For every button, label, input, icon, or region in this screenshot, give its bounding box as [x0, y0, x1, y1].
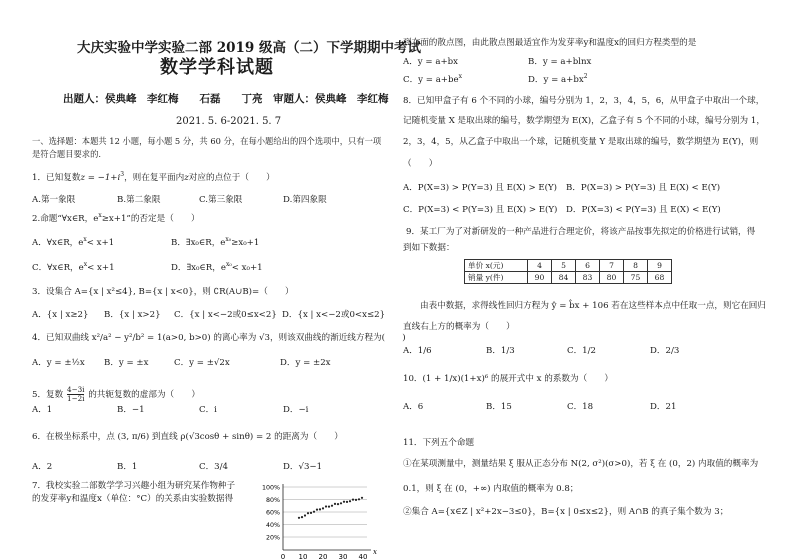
question-8-line1: 8．已知甲盒子有 6 个不同的小球，编号分别为 1，2，3，4，5，6，从甲盒子中取出一个球， — [403, 96, 765, 106]
q7-x-tick-label: 20 — [318, 553, 328, 560]
table-cell: 84 — [552, 272, 576, 284]
q7-x-tick-label: 0 — [280, 553, 286, 560]
q6-option-d: D．√3−1 — [283, 462, 323, 472]
table-cell: 83 — [576, 272, 600, 284]
section-heading: 一、选择题：本题共 12 小题，每小题 5 分，共 60 分，在每小题给出的四个选项中，只有一项 — [32, 136, 382, 146]
question-9-line1: 9．某工厂为了对新研发的一种产品进行合理定价，将该产品按事先拟定的价格进行试销，得 — [406, 227, 756, 237]
q9-option-c: C．1/2 — [567, 346, 596, 356]
question-2-stem — [32, 214, 200, 225]
table-cell: 80 — [600, 272, 624, 284]
q7-data-point — [319, 508, 321, 510]
question-11-stem: 11．下列五个命题 — [403, 438, 475, 448]
q7-data-point — [358, 498, 360, 500]
q4-option-a: A．y = ±½x — [32, 358, 85, 368]
table-cell: 7 — [600, 260, 624, 272]
table-cell: 68 — [648, 272, 672, 284]
q11-proposition-1b: 0.1，则 ξ 在 (0，+∞) 内取值的概率为 0.8； — [403, 484, 579, 494]
question-4-stem: 4．已知双曲线 x²/a² − y²/b² = 1(a>0, b>0) 的离心率为 √3，则该双曲线的渐近线方程为( ) — [32, 333, 406, 343]
q7-data-point — [325, 505, 327, 507]
q7-scatter-plot — [253, 480, 381, 560]
q7-data-point — [328, 506, 330, 508]
q7-option-a: A．y = a+bx — [403, 57, 458, 67]
q7-data-point — [307, 512, 309, 514]
q1-text-b: ，则在复平面内 — [124, 173, 185, 183]
q7-data-point — [298, 517, 300, 519]
q7-x-tick-label: 40 — [358, 553, 368, 560]
q7-x-tick-labels — [281, 553, 368, 560]
q5-option-c: C．i — [199, 405, 217, 415]
subject-title: 数学学科试题 — [160, 57, 274, 78]
q5-frac-den: 1−2i — [66, 394, 85, 403]
question-3-stem: 3．设集合 A={x | x²≤4}, B={x | x<0}，则 ∁R(A∪B)=（ ） — [32, 287, 294, 297]
q5-option-d: D．−i — [283, 405, 309, 415]
q1-option-b: B.第二象限 — [117, 195, 161, 205]
q8-option-a: A．P(X=3) > P(Y=3) 且 E(X) > E(Y) — [403, 183, 558, 193]
q9-data-table — [464, 259, 672, 284]
question-8-line4: （ ） — [403, 159, 438, 169]
q9-option-b: B．1/3 — [486, 346, 515, 356]
q2-sup: x — [98, 212, 102, 220]
authors-line: 出题人：侯典峰 李红梅 石磊 丁亮 审题人：侯典峰 李红梅 — [63, 93, 389, 105]
q4-option-d: D．y = ±2x — [280, 358, 331, 368]
question-9-line2: 到如下数据： — [403, 243, 455, 253]
table-cell: 75 — [624, 272, 648, 284]
q7-data-point — [352, 499, 354, 501]
table-cell: 5 — [552, 260, 576, 272]
exam-date: 2021. 5. 6-2021. 5. 7 — [176, 116, 282, 127]
q7-y-tick-label: 100% — [261, 484, 280, 492]
q7-option-c: C．$y = a+be^x$ — [403, 73, 462, 85]
q7-x-tick-label: 10 — [298, 553, 308, 560]
q7-data-point — [304, 514, 306, 516]
section-heading-cont: 是符合题目要求的. — [32, 149, 102, 159]
q10-option-d: D．21 — [650, 402, 677, 412]
q8-option-d: D．P(X=3) < P(Y=3) 且 E(X) < E(Y) — [566, 205, 721, 215]
q2-tail: ≥x+1”的否定是（ ） — [101, 214, 200, 224]
q3-option-b: B．{x | x>2} — [104, 310, 161, 320]
q5-text-a: 5．复数 — [32, 390, 64, 400]
q2-option-a: A．∀x∈R，$e^x< x+1$ — [32, 236, 115, 248]
q10-option-b: B．15 — [486, 402, 512, 412]
q7-data-points — [298, 497, 363, 519]
q1-text-a: 1．已知复数 — [32, 173, 81, 183]
q5-option-b: B．−1 — [117, 405, 145, 415]
question-9-line4: 直线右上方的概率为（ ） — [403, 322, 515, 332]
q7-x-label: x — [373, 548, 377, 556]
q7-y-tick-label: 20% — [266, 534, 280, 542]
q5-fraction — [67, 386, 84, 403]
q7-y-tick-label: 40% — [266, 522, 280, 529]
q7-data-point — [355, 499, 357, 501]
exam-title: 大庆实验中学实验二部 2019 级高（二）下学期期中考试 — [77, 40, 421, 56]
q2-option-d: D．∃x₀∈R，$e^{x_0}< x_0+1$ — [171, 261, 263, 273]
q1-var: z — [184, 173, 189, 183]
q7-option-b: B．y = a+blnx — [528, 57, 592, 67]
q7-data-point — [331, 505, 333, 507]
q5-text-b: 的共轭复数的虚部为（ ） — [88, 390, 200, 400]
question-7-line1: 7．我校实验二部数学学习兴趣小组为研究某作物种子 — [32, 481, 236, 491]
q5-frac-num: 4−3i — [66, 385, 85, 394]
q4-option-c: C．y = ±√2x — [174, 358, 230, 368]
q7-y-tick-label: 80% — [266, 497, 280, 504]
q2-option-c: C．∀x∈R，$e^x< x+1$ — [32, 261, 115, 273]
q3-option-a: A．{x | x≥2} — [32, 310, 89, 320]
question-1-stem — [32, 173, 275, 184]
q1-sup: 3 — [120, 171, 125, 179]
q11-proposition-1a: ①在某项测量中，测量结果 ξ 服从正态分布 N(2, σ²)(σ>0)，若 ξ 在 (0，2) 内取值的概率为 — [403, 459, 759, 469]
question-7-line2: 的发芽率y和温度x（单位：°C）的关系由实验数据得 — [32, 494, 234, 504]
q7-data-point — [337, 503, 339, 505]
q7-continuation: 到右面的散点图，由此散点图最适宜作为发芽率y和温度x的回归方程类型的是 — [403, 38, 697, 48]
q9-option-a: A．1/6 — [403, 346, 432, 356]
q1-option-d: D.第四象限 — [283, 195, 327, 205]
q8-option-b: B．P(X=3) > P(Y=3) 且 E(X) < E(Y) — [566, 183, 721, 193]
q7-data-point — [313, 511, 315, 513]
q1-option-c: C.第三象限 — [199, 195, 243, 205]
q4-option-b: B．y = ±x — [104, 358, 149, 368]
q11-proposition-2: ②集合 A={x∈Z | x²+2x−3≤0}，B={x | 0≤x≤2}，则 A∩B 的真子集个数为 3； — [403, 507, 729, 517]
q9-option-d: D．2/3 — [650, 346, 680, 356]
q7-data-point — [310, 512, 312, 514]
q7-data-point — [316, 509, 318, 511]
q7-y-tick-labels — [262, 485, 367, 542]
q7-data-point — [334, 503, 336, 505]
table-row-price — [465, 260, 672, 272]
q7-y-tick-label: 60% — [266, 509, 280, 517]
table-cell: 8 — [624, 260, 648, 272]
question-8-line3: 2，3，4，5，从乙盒子中取出一个球，记随机变量 Y 是取出球的编号，数学期望为 E(Y)，则 — [403, 137, 759, 147]
q2-text: 2.命题“∀x∈R，e — [32, 214, 99, 224]
q7-data-point — [301, 516, 303, 518]
question-5-stem — [32, 386, 200, 403]
table-header-sales: 销量 y(件) — [465, 272, 528, 284]
q7-data-point — [322, 507, 324, 509]
q1-math: z = −1+i — [80, 173, 121, 183]
q5-option-a: A．1 — [32, 405, 53, 415]
q7-data-point — [346, 501, 348, 503]
q7-data-point — [343, 501, 345, 503]
question-9-line3: 由表中数据，求得线性回归方程为 ŷ = b̂x + 106 若在这些样本点中任取一点，则它在回归 — [420, 301, 766, 311]
q7-option-d: D．$y = a+bx^2$ — [528, 73, 588, 85]
q6-option-b: B．1 — [117, 462, 138, 472]
q3-option-d: D．{x | x<−2或0<x≤2} — [282, 310, 386, 320]
q10-option-c: C．18 — [567, 402, 594, 412]
q2-option-b: B．∃x₀∈R，$e^{x_0}\ge x_0+1$ — [171, 236, 260, 248]
table-row-sales — [465, 272, 672, 284]
question-6-stem: 6．在极坐标系中，点 (3, π/6) 到直线 ρ(√3cosθ + sinθ) = 2 的距离为（ ） — [32, 432, 343, 442]
q7-data-point — [349, 500, 351, 502]
q6-option-c: C．3/4 — [199, 462, 228, 472]
q7-data-point — [361, 497, 363, 499]
q7-x-tick-label: 30 — [338, 553, 348, 560]
table-cell: 90 — [528, 272, 552, 284]
q10-option-a: A．6 — [403, 402, 424, 412]
q8-option-c: C．P(X=3) < P(Y=3) 且 E(X) > E(Y) — [403, 205, 558, 215]
table-cell: 9 — [648, 260, 672, 272]
q1-option-a: A.第一象限 — [32, 195, 76, 205]
question-8-line2: 记随机变量 X 是取出球的编号，数学期望为 E(X)，乙盒子有 5 个不同的小球，编号分别为 1， — [403, 116, 765, 126]
table-header-price: 单价 x(元) — [465, 260, 528, 272]
question-10-stem: 10．(1 + 1/x)(1+x)⁶ 的展开式中 x 的系数为（ ） — [403, 374, 614, 384]
q7-data-point — [340, 502, 342, 504]
q1-text-c: 对应的点位于（ ） — [188, 173, 275, 183]
table-cell: 4 — [528, 260, 552, 272]
q3-option-c: C．{x | x<−2或0≤x<2} — [174, 310, 277, 320]
table-cell: 6 — [576, 260, 600, 272]
q6-option-a: A．2 — [32, 462, 53, 472]
